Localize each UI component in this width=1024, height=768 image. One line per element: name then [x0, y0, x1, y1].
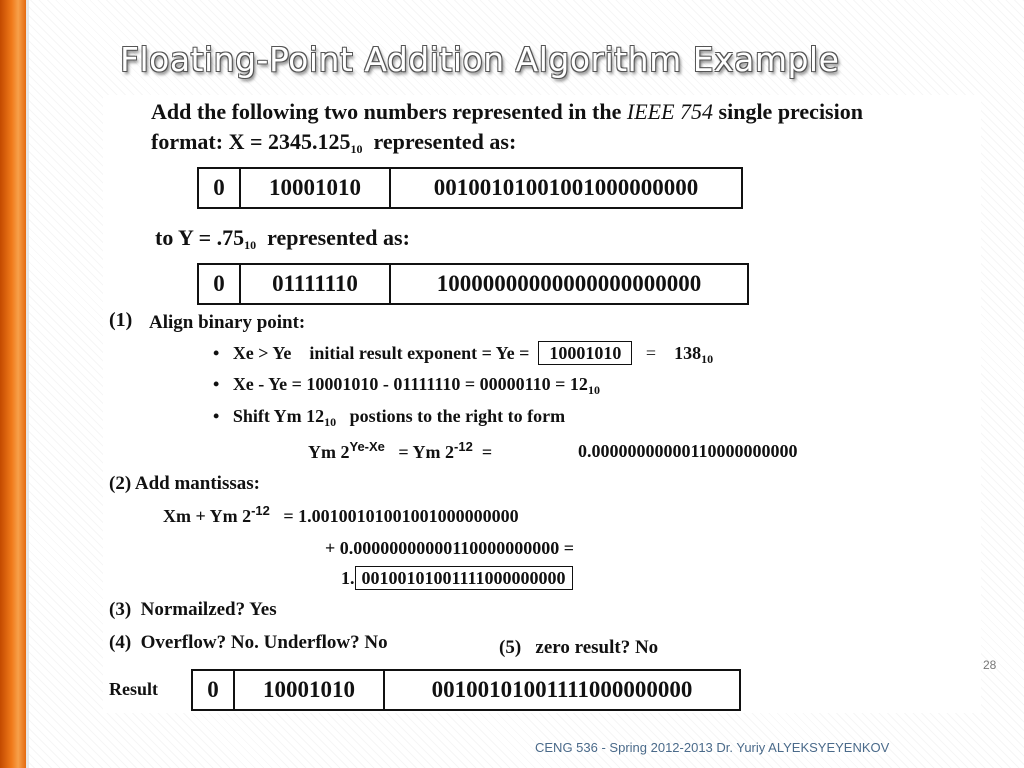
y-exponent-field: 01111110: [239, 265, 389, 303]
step-1-bullet-3: • Shift Ym $12_{10}$ postions to the right to form: [213, 406, 566, 429]
sidebar-accent: [0, 0, 26, 768]
add-mantissas-line-2: + 0.00000000000110000000000 =: [325, 538, 575, 558]
shift-equation: Ym $2^{Ye-Xe}$ = Ym $2^{-12}$ =: [308, 439, 493, 462]
step-1-label: Align binary point:: [149, 312, 306, 333]
x-exponent-field: 10001010: [239, 169, 389, 207]
result-sign-field: 0: [207, 677, 219, 702]
step-1-number: (1): [109, 309, 133, 331]
ieee-754-label: IEEE 754: [626, 99, 714, 124]
step-1-bullet-2: • $Xe - Ye = 10001010 - 01111110 = 00000110 = 12_{10}$: [213, 374, 600, 397]
y-mantissa-field: 10000000000000000000000: [389, 265, 747, 303]
shifted-mantissa-value: 0.00000000000110000000000: [578, 441, 798, 461]
add-mantissas-sum: 1. 00100101001111000000000: [341, 568, 573, 589]
result-register: [191, 669, 741, 711]
slide-content: [103, 95, 981, 713]
y-register: [197, 263, 749, 305]
x-sign-field: 0: [213, 175, 225, 200]
step-5: (5) zero result? No: [499, 637, 659, 658]
intro-line-2: format: $X = 2345.125_{10}$ represented as:: [151, 129, 517, 156]
footer: CENG 536 - Spring 2012-2013 Dr. Yuriy ALYEKSYEYENKOV: [535, 740, 890, 755]
step-3: (3) Normailzed? Yes: [109, 599, 277, 620]
y-intro-line: to $Y = .75_{10}$ represented as:: [155, 225, 410, 252]
x-mantissa-field: 00100101001001000000000: [389, 169, 741, 207]
result-mantissa-field: 00100101001111000000000: [383, 671, 739, 709]
sum-mantissa-box: 00100101001111000000000: [355, 566, 573, 590]
intro-line-1: Add the following two numbers represented in the IEEE 754 single precision: [151, 99, 863, 124]
sidebar-divider: [26, 0, 29, 768]
step-4: (4) Overflow? No. Underflow? No: [109, 632, 388, 653]
step-2-label: (2) Add mantissas:: [109, 473, 260, 494]
page-number: 28: [983, 658, 997, 672]
result-exponent-field: 10001010: [233, 671, 383, 709]
y-sign-field: 0: [213, 271, 225, 296]
result-label: Result: [109, 679, 158, 699]
slide-title: Floating-Point Addition Algorithm Example: [120, 40, 840, 79]
x-register: [197, 167, 743, 209]
step-1-bullet-1: • Xe > Ye initial result exponent = Ye = 10001010 = $138_{10}$: [213, 343, 714, 366]
add-mantissas-line-1: Xm + Ym $2^{-12}$ = 1.00100101001001000000000: [163, 503, 519, 526]
result-exponent-box: 10001010: [538, 341, 632, 365]
